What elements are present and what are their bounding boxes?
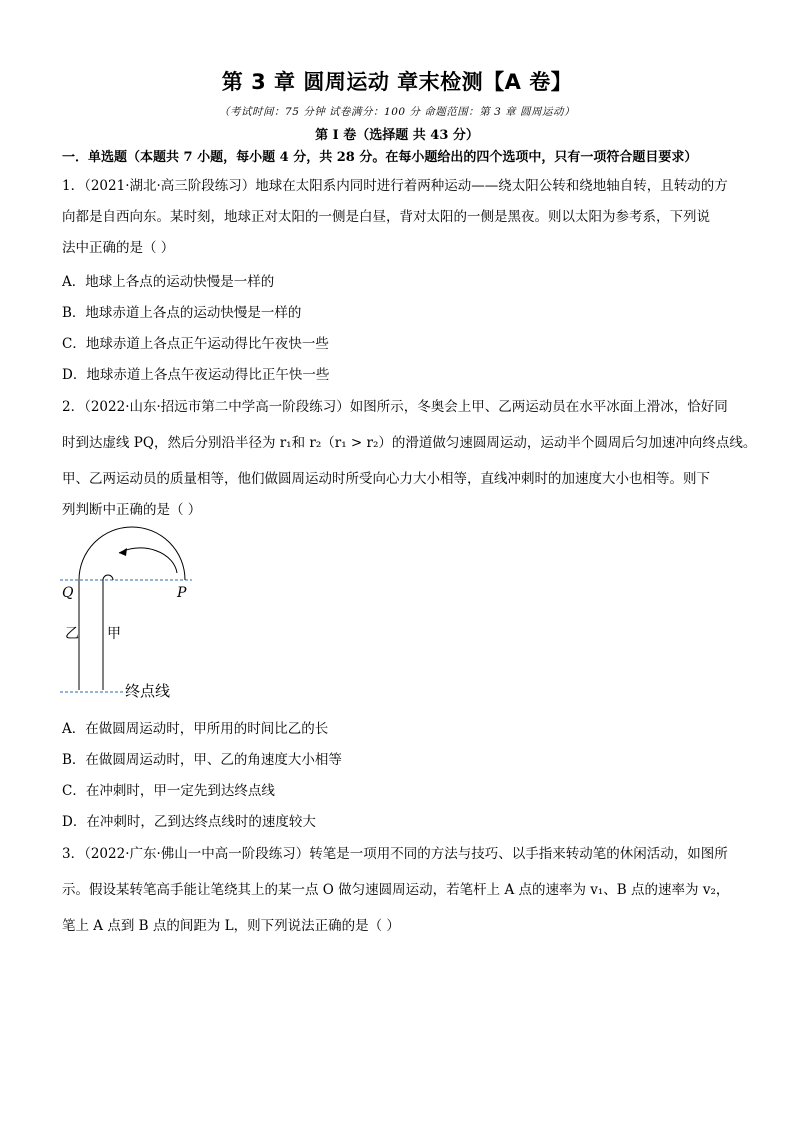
label-p: P xyxy=(177,585,187,601)
page-title: 第 3 章 圆周运动 章末检测【A 卷】 xyxy=(221,70,573,94)
question-2-option-a: A．在做圆周运动时，甲所用的时间比乙的长 xyxy=(62,721,329,737)
question-1-line: 1．（2021·湖北·高三阶段练习）地球在太阳系内同时进行着两种运动——绕太阳公转和绕地轴自转，且转动的方 xyxy=(62,178,728,194)
direction-arc xyxy=(119,548,177,573)
question-1-line: 法中正确的是（ ） xyxy=(62,240,175,256)
section-heading: 一．单选题（本题共 7 小题，每小题 4 分，共 28 分。在每小题给出的四个选项中，只有一项符合题目要求） xyxy=(62,150,698,165)
question-1-option-d: D．地球赤道上各点午夜运动得比正午快一些 xyxy=(62,367,330,383)
question-2-option-d: D．在冲刺时，乙到达终点线时的速度较大 xyxy=(62,814,316,830)
question-3-line: 示。假设某转笔高手能让笔绕其上的某一点 O 做匀速圆周运动，若笔杆上 A 点的速率为 v₁、B 点的速率为 v₂， xyxy=(62,882,730,898)
volume-heading: 第 I 卷（选择题 共 43 分） xyxy=(315,128,479,143)
question-1-line: 向都是自西向东。某时刻，地球正对太阳的一侧是白昼，背对太阳的一侧是黑夜。则以太阳为参考系，下列说 xyxy=(62,209,710,225)
question-2-option-c: C．在冲刺时，甲一定先到达终点线 xyxy=(62,783,275,799)
question-2-option-b: B．在做圆周运动时，甲、乙的角速度大小相等 xyxy=(62,752,342,768)
exam-info: （考试时间：75 分钟 试卷满分：100 分 命题范围：第 3 章 圆周运动） xyxy=(219,106,575,118)
spacer xyxy=(92,573,106,690)
outer-lane-track xyxy=(79,527,185,690)
label-jia: 甲 xyxy=(107,626,121,642)
question-2-line: 2．（2022·山东·招远市第二中学高一阶段练习）如图所示，冬奥会上甲、乙两运动员在水平冰面上滑冰，恰好同 xyxy=(62,399,728,415)
question-1-option-c: C．地球赤道上各点正午运动得比午夜快一些 xyxy=(62,336,329,352)
question-2-line: 甲、乙两运动员的质量相等，他们做圆周运动时所受向心力大小相等，直线冲刺时的加速度大小也相等。则下 xyxy=(62,471,710,487)
skating-track-figure xyxy=(55,525,215,705)
question-2-line: 列判断中正确的是（ ） xyxy=(62,502,202,518)
label-q: Q xyxy=(62,585,74,601)
question-2-line: 时到达虚线 PQ，然后分别沿半径为 r₁和 r₂（r₁ > r₂）的滑道做匀速圆周运动，运动半个圆周后匀加速冲向终点线。 xyxy=(62,435,757,451)
question-1-option-a: A．地球上各点的运动快慢是一样的 xyxy=(62,274,275,290)
question-3-line: 3．（2022·广东·佛山一中高一阶段练习）转笔是一项用不同的方法与技巧、以手指来转动笔的休闲活动，如图所 xyxy=(62,846,728,862)
label-finish-line: 终点线 xyxy=(125,682,171,700)
label-yi: 乙 xyxy=(65,626,79,642)
question-1-option-b: B．地球赤道上各点的运动快慢是一样的 xyxy=(62,305,302,321)
question-3-line: 笔上 A 点到 B 点的间距为 L，则下列说法正确的是（ ） xyxy=(62,918,400,934)
